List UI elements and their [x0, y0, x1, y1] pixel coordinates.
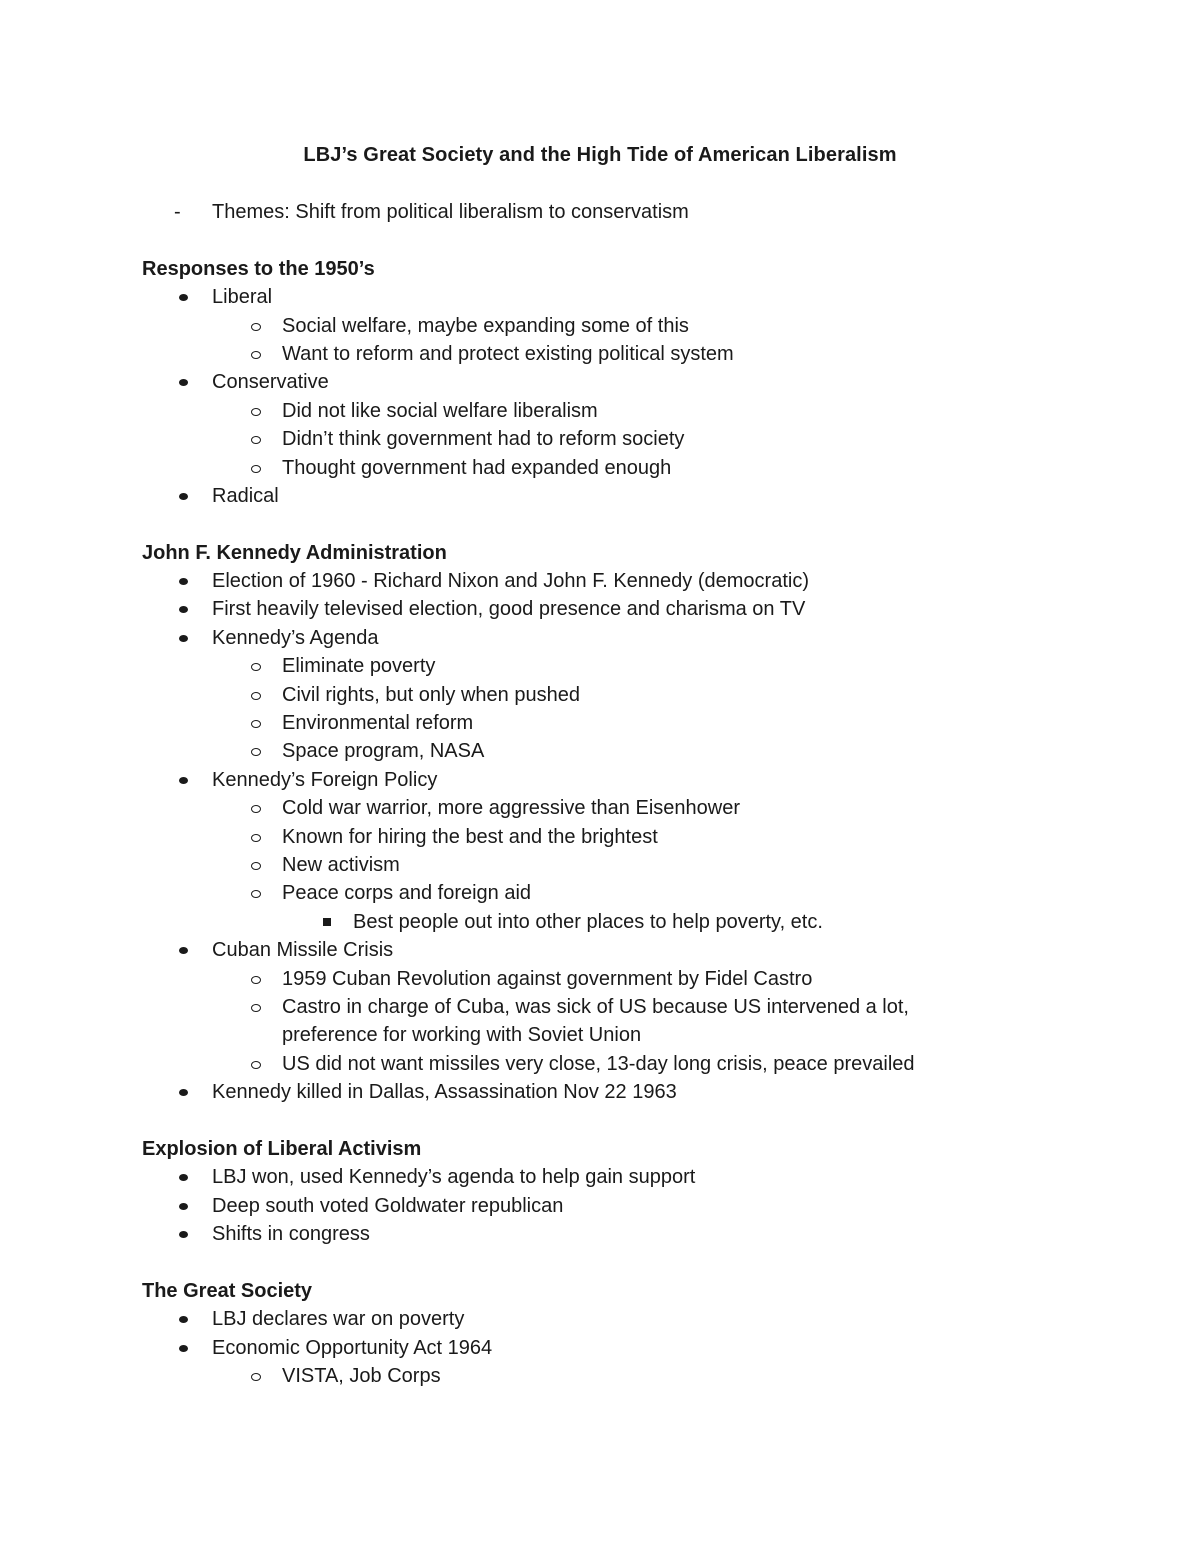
filled-circle-bullet-icon	[179, 777, 188, 784]
blank-line	[142, 1248, 1102, 1276]
list-item-text: Radical	[212, 484, 279, 507]
section-heading: John F. Kennedy Administration	[142, 541, 447, 564]
list-item-text: VISTA, Job Corps	[282, 1365, 441, 1388]
list-item-text: Environmental reform	[282, 712, 474, 735]
hollow-circle-bullet-icon	[251, 890, 261, 898]
section-heading: Responses to the 1950’s	[142, 257, 375, 280]
filled-circle-bullet-icon	[179, 635, 188, 642]
section-heading: The Great Society	[142, 1279, 313, 1302]
list-item-level-2	[142, 312, 1102, 340]
list-item-level-1	[142, 368, 1102, 396]
list-item-text: Known for hiring the best and the brightest	[282, 825, 658, 848]
filled-circle-bullet-icon	[179, 578, 188, 585]
list-item-level-1	[142, 1163, 1102, 1191]
list-item-level-2	[142, 425, 1102, 453]
hollow-circle-bullet-icon	[251, 465, 261, 473]
section-heading: Explosion of Liberal Activism	[142, 1137, 422, 1160]
list-item-level-1	[142, 482, 1102, 510]
list-item-text: Cold war warrior, more aggressive than Eisenhower	[282, 797, 740, 820]
filled-circle-bullet-icon	[179, 1231, 188, 1238]
square-bullet-icon	[323, 918, 331, 926]
list-item-level-2	[142, 823, 1102, 851]
hollow-circle-bullet-icon	[251, 805, 261, 813]
themes-line	[142, 198, 1102, 226]
list-item-text: Kennedy’s Agenda	[212, 626, 379, 649]
hollow-circle-bullet-icon	[251, 862, 261, 870]
list-item-text: Election of 1960 - Richard Nixon and John F. Kennedy (democratic)	[212, 570, 809, 593]
list-item-text: Shifts in congress	[212, 1223, 370, 1246]
list-item-text: Space program, NASA	[282, 740, 485, 763]
hollow-circle-bullet-icon	[251, 351, 261, 359]
list-item-text: Didn’t think government had to reform society	[282, 428, 685, 451]
filled-circle-bullet-icon	[179, 294, 188, 301]
hollow-circle-bullet-icon	[251, 834, 261, 842]
list-item-level-1	[142, 1192, 1102, 1220]
list-item-text: New activism	[282, 853, 400, 876]
list-item-text: Conservative	[212, 371, 329, 394]
list-item-level-1	[142, 1305, 1102, 1333]
list-item-text: US did not want missiles very close, 13-day long crisis, peace prevailed	[282, 1052, 915, 1075]
hollow-circle-bullet-icon	[251, 436, 261, 444]
list-item-level-2	[142, 652, 1102, 680]
list-item-level-2	[142, 454, 1102, 482]
list-item-text: Thought government had expanded enough	[282, 456, 672, 479]
blank-line	[142, 510, 1102, 538]
filled-circle-bullet-icon	[179, 606, 188, 613]
list-item-text: Economic Opportunity Act 1964	[212, 1336, 493, 1359]
list-item-level-2	[142, 1050, 1102, 1078]
list-item-level-1	[142, 1220, 1102, 1248]
list-item-text: First heavily televised election, good presence and charisma on TV	[212, 598, 806, 621]
list-item-text: Kennedy’s Foreign Policy	[212, 768, 438, 791]
filled-circle-bullet-icon	[179, 379, 188, 386]
list-item-text: Eliminate poverty	[282, 655, 436, 678]
list-item-level-1	[142, 283, 1102, 311]
list-item-level-2	[142, 993, 1102, 1021]
hollow-circle-bullet-icon	[251, 748, 261, 756]
filled-circle-bullet-icon	[179, 947, 188, 954]
list-item-text: Kennedy killed in Dallas, Assassination Nov 22 1963	[212, 1081, 677, 1104]
hollow-circle-bullet-icon	[251, 1373, 261, 1381]
list-item-text: Cuban Missile Crisis	[212, 939, 394, 962]
list-item-text: Peace corps and foreign aid	[282, 882, 532, 905]
hollow-circle-bullet-icon	[251, 720, 261, 728]
hollow-circle-bullet-icon	[251, 663, 261, 671]
list-item-text: Civil rights, but only when pushed	[282, 683, 580, 706]
list-item-text: Deep south voted Goldwater republican	[212, 1194, 564, 1217]
list-item-level-2	[142, 794, 1102, 822]
hollow-circle-bullet-icon	[251, 1061, 261, 1069]
list-item-level-2	[142, 709, 1102, 737]
list-item-level-2	[142, 851, 1102, 879]
dash-bullet: -	[174, 201, 181, 223]
list-item-level-1	[142, 624, 1102, 652]
list-item-level-1	[142, 1078, 1102, 1106]
hollow-circle-bullet-icon	[251, 323, 261, 331]
list-item-level-2	[142, 965, 1102, 993]
list-item-level-2	[142, 681, 1102, 709]
filled-circle-bullet-icon	[179, 1316, 188, 1323]
document-title: LBJ’s Great Society and the High Tide of American Liberalism	[303, 144, 897, 166]
list-item-continuation	[142, 1021, 1102, 1049]
list-item-text: 1959 Cuban Revolution against government by Fidel Castro	[282, 967, 813, 990]
list-item-text: Want to reform and protect existing political system	[282, 342, 734, 365]
hollow-circle-bullet-icon	[251, 976, 261, 984]
list-item-level-2	[142, 340, 1102, 368]
list-item-text: Did not like social welfare liberalism	[282, 399, 598, 422]
list-item-text: Social welfare, maybe expanding some of this	[282, 314, 689, 337]
list-item-text: LBJ won, used Kennedy’s agenda to help gain support	[212, 1166, 696, 1189]
list-item-level-2	[142, 737, 1102, 765]
filled-circle-bullet-icon	[179, 1089, 188, 1096]
filled-circle-bullet-icon	[179, 1203, 188, 1210]
filled-circle-bullet-icon	[179, 1174, 188, 1181]
list-item-level-2	[142, 397, 1102, 425]
hollow-circle-bullet-icon	[251, 692, 261, 700]
filled-circle-bullet-icon	[179, 1345, 188, 1352]
list-item-level-1	[142, 766, 1102, 794]
list-item-level-2	[142, 1362, 1102, 1390]
themes-text: Themes: Shift from political liberalism to conservatism	[212, 201, 689, 223]
hollow-circle-bullet-icon	[251, 408, 261, 416]
list-item-level-1	[142, 595, 1102, 623]
list-item-text: LBJ declares war on poverty	[212, 1308, 465, 1331]
list-item-level-2	[142, 879, 1102, 907]
blank-line	[142, 226, 1102, 254]
list-item-text: Castro in charge of Cuba, was sick of US because US intervened a lot,	[282, 995, 909, 1018]
hollow-circle-bullet-icon	[251, 1004, 261, 1012]
blank-line	[142, 1107, 1102, 1135]
list-item-text: Liberal	[212, 286, 273, 309]
list-item-level-1	[142, 567, 1102, 595]
list-item-text: Best people out into other places to help poverty, etc.	[353, 910, 823, 933]
list-item-level-1	[142, 1334, 1102, 1362]
list-item-level-1	[142, 936, 1102, 964]
list-item-text: preference for working with Soviet Union	[282, 1024, 642, 1047]
list-item-level-3	[142, 908, 1102, 936]
document-body	[142, 198, 1102, 1390]
filled-circle-bullet-icon	[179, 493, 188, 500]
